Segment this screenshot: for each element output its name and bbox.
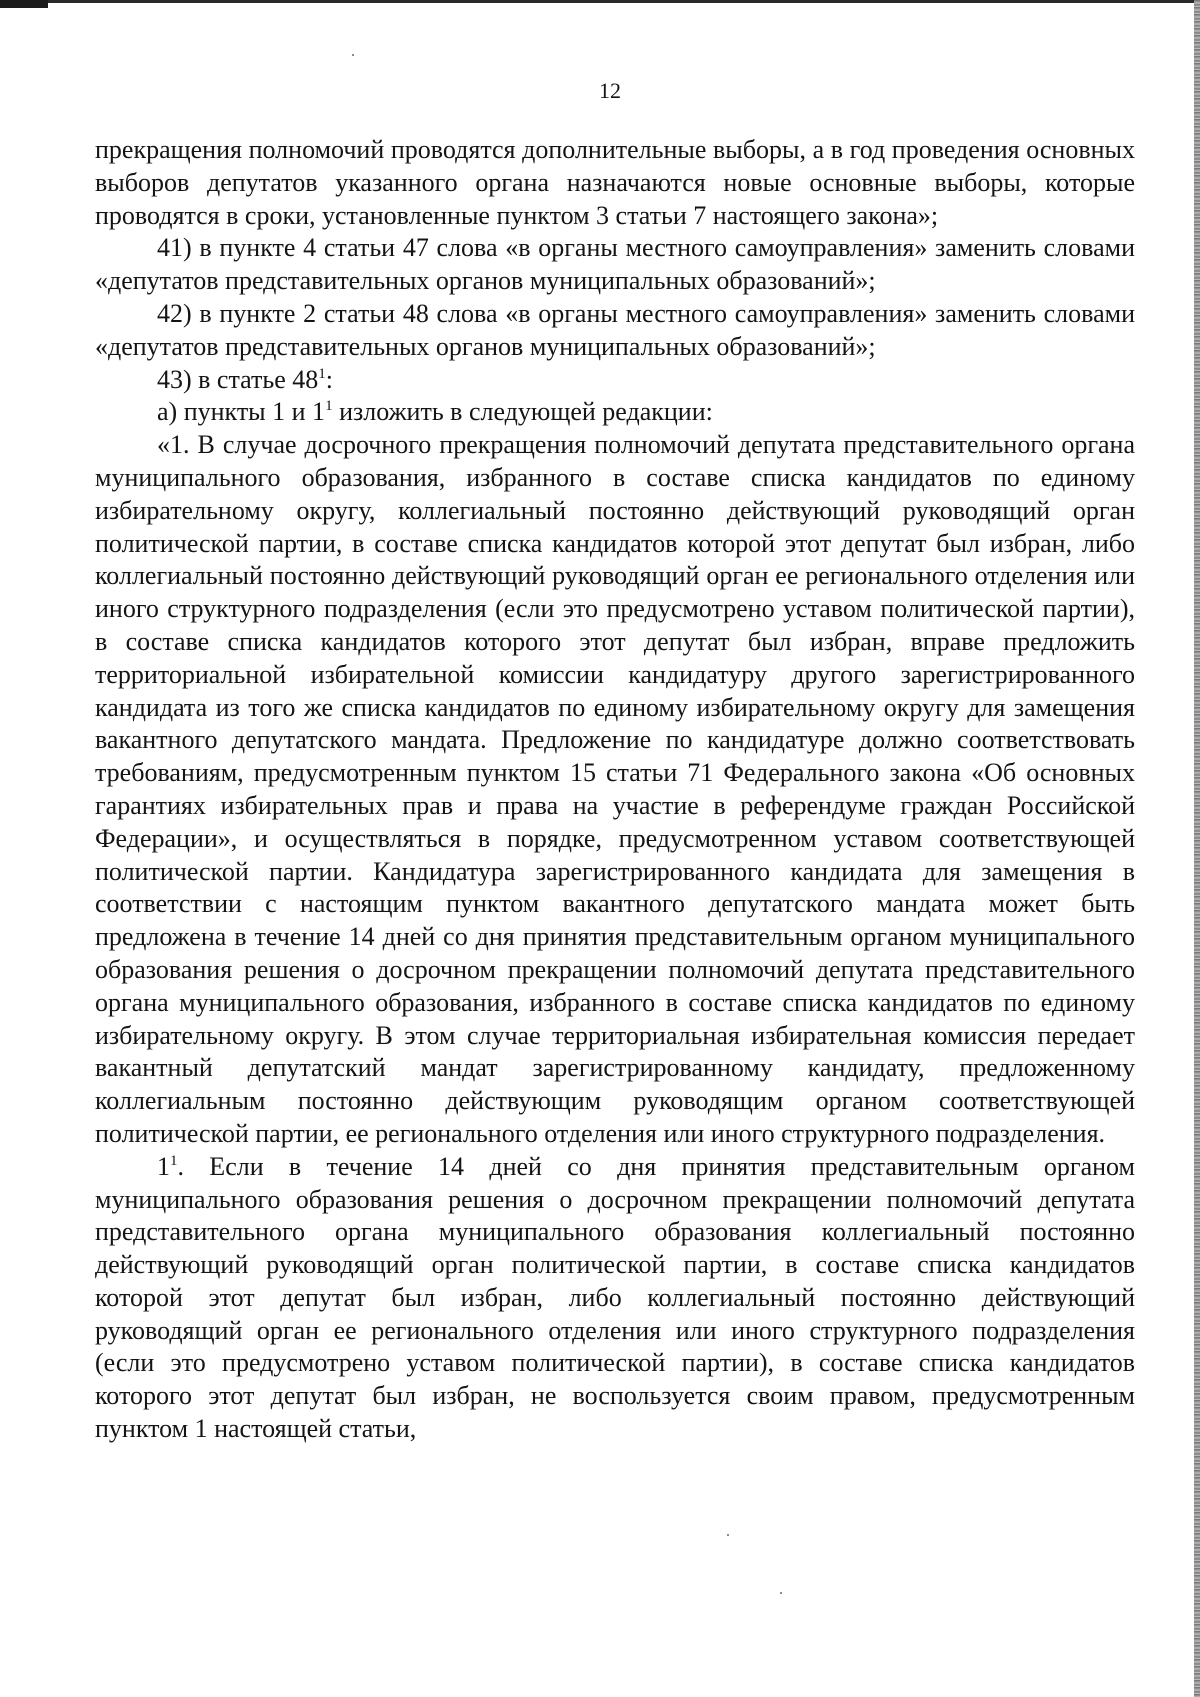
item-43-text-end: : <box>325 364 334 394</box>
point-1-1-text: . Если в течение 14 дней со дня принятия представительным органом муниципального образования решения о досрочном прекращении полномочий депутата представительного органа муниципального образования коллегиальный постоянно действующий руководящий орган политической партии, в составе списка кандидатов которой этот депутат был избран, либо коллегиальный постоянно действующий руководящий орган ее регионального отделения или иного структурного подразделения (если это предусмотрено уставом политической партии), в составе списка кандидатов которого этот депутат был избран, не воспользуется своим правом, предусмотренным пунктом 1 настоящей статьи, <box>95 1151 1135 1444</box>
scan-corner-mark <box>0 0 48 8</box>
paragraph-subitem-a <box>95 396 1135 429</box>
scan-top-border <box>0 0 1200 3</box>
subitem-a-text-end: изложить в следующей редакции: <box>332 397 713 427</box>
scan-speck <box>727 1534 729 1536</box>
point-1-1-number: 1 <box>157 1151 170 1181</box>
paragraph-item-41: 41) в пункте 4 статьи 47 слова «в органы местного самоуправления» заменить словами «депутатов представительных органов муниципальных образований»; <box>95 233 1135 296</box>
paragraph-continuation: прекращения полномочий проводятся дополнительные выборы, а в год проведения основных выборов депутатов указанного органа назначаются новые основные выборы, которые проводятся в сроки, установленные пунктом 3 статьи 7 настоящего закона»; <box>95 135 1135 230</box>
page-number: 12 <box>599 78 621 103</box>
paragraph-point-1-1 <box>95 1151 1135 1446</box>
item-43-text: 43) в статье 48 <box>157 364 319 394</box>
document-body <box>95 134 1135 1446</box>
subitem-a-superscript: 1 <box>325 398 333 415</box>
point-1-1-superscript: 1 <box>170 1152 178 1169</box>
scan-speck <box>780 1592 782 1594</box>
scan-right-edge <box>1194 0 1200 1697</box>
paragraph-item-43 <box>95 364 1135 397</box>
paragraph-point-1: «1. В случае досрочного прекращения полномочий депутата представительного органа муниципального образования, избранного в составе списка кандидатов по единому избирательному округу, коллегиальный постоянно действующий руководящий орган политической партии, в составе списка кандидатов которой этот депутат был избран, либо коллегиальный постоянно действующий руководящий орган ее регионального отделения или иного структурного подразделения (если это предусмотрено уставом политической партии), в составе списка кандидатов которого этот депутат был избран, вправе предложить территориальной избирательной комиссии кандидатуру другого зарегистрированного кандидата из того же списка кандидатов по единому избирательному округу для замещения вакантного депутатского мандата. Предложение по кандидатуре должно соответствовать требованиям, предусмотренным пунктом 15 статьи 71 Федерального закона «Об основных гарантиях избирательных прав и права на участие в референдуме граждан Российской Федерации», и осуществляться в порядке, предусмотренном уставом соответствующей политической партии. Кандидатура зарегистрированного кандидата для замещения в соответствии с настоящим пунктом вакантного депутатского мандата может быть предложена в течение 14 дней со дня принятия представительным органом муниципального образования решения о досрочном прекращении полномочий депутата представительного органа муниципального образования, избранного в составе списка кандидатов по единому избирательному округу. В этом случае территориальная избирательная комиссия передает вакантный депутатский мандат зарегистрированному кандидату, предложенному коллегиальным постоянно действующим руководящим органом соответствующей политической партии, ее регионального отделения или иного структурного подразделения. <box>95 430 1135 1148</box>
item-43-superscript: 1 <box>318 365 326 382</box>
subitem-a-text: а) пункты 1 и 1 <box>157 397 326 427</box>
scan-speck <box>352 54 354 56</box>
paragraph-item-42: 42) в пункте 2 статьи 48 слова «в органы местного самоуправления» заменить словами «депутатов представительных органов муниципальных образований»; <box>95 298 1135 361</box>
